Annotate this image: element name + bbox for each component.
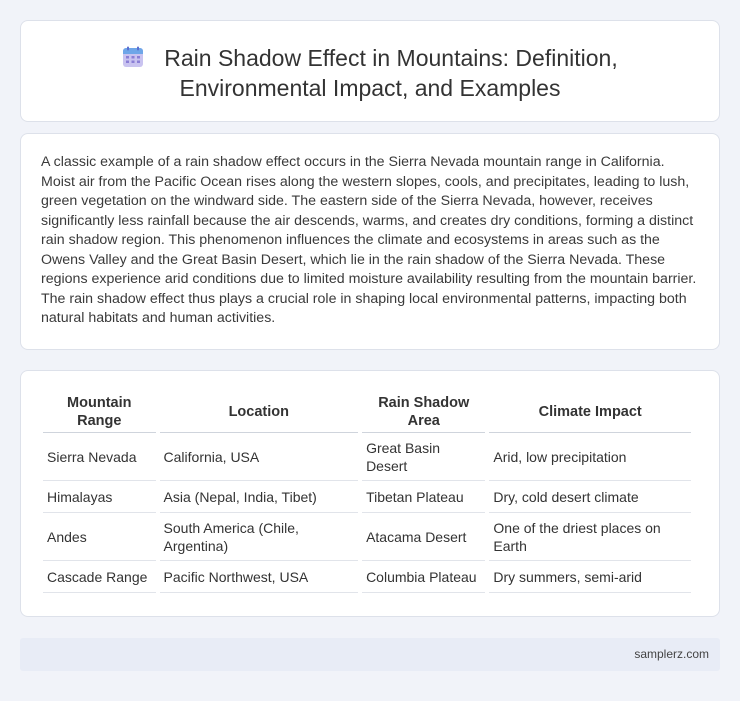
header-location: Location	[160, 393, 359, 433]
cell-location: Pacific Northwest, USA	[160, 561, 359, 593]
cell-climate-impact: One of the driest places on Earth	[489, 513, 691, 561]
footer-site-link[interactable]: samplerz.com	[634, 647, 709, 661]
footer-bar	[20, 638, 720, 671]
rain-shadow-table	[39, 393, 695, 593]
title-card	[20, 20, 720, 122]
table-row	[43, 513, 691, 561]
table-row	[43, 433, 691, 481]
cell-climate-impact: Dry, cold desert climate	[489, 481, 691, 513]
cell-location: California, USA	[160, 433, 359, 481]
cell-location: South America (Chile, Argentina)	[160, 513, 359, 561]
table-row	[43, 561, 691, 593]
cell-mountain-range: Andes	[43, 513, 156, 561]
table-row	[43, 481, 691, 513]
cell-rain-shadow-area: Columbia Plateau	[362, 561, 485, 593]
table-card	[20, 370, 720, 617]
cell-mountain-range: Sierra Nevada	[43, 433, 156, 481]
cell-location: Asia (Nepal, India, Tibet)	[160, 481, 359, 513]
cell-rain-shadow-area: Great Basin Desert	[362, 433, 485, 481]
intro-paragraph: A classic example of a rain shadow effect occurs in the Sierra Nevada mountain range in California. Moist air from the Pacific Ocean rises along the western slopes, cools, and precipitates, leading to lush, green vegetation on the windward side. The eastern side of the Sierra Nevada, however, receives significantly less rainfall because the air descends, warms, and creates dry conditions, forming a distinct rain shadow region. This phenomenon influences the climate and ecosystems in areas such as the Owens Valley and the Great Basin Desert, which lie in the rain shadow of the Sierra Nevada. These regions experience arid conditions due to limited moisture availability resulting from the mountain barrier. The rain shadow effect thus plays a crucial role in shaping local environmental patterns, impacting both natural habitats and human activities.	[41, 154, 697, 326]
intro-card	[20, 133, 720, 350]
page-title-wrap	[21, 43, 719, 103]
header-mountain-range: Mountain Range	[43, 393, 156, 433]
page-title: Rain Shadow Effect in Mountains: Definition, Environmental Impact, and Examples	[164, 45, 618, 101]
cell-mountain-range: Himalayas	[43, 481, 156, 513]
header-climate-impact: Climate Impact	[489, 393, 691, 433]
cell-rain-shadow-area: Atacama Desert	[362, 513, 485, 561]
header-rain-shadow-area: Rain Shadow Area	[362, 393, 485, 433]
cell-climate-impact: Arid, low precipitation	[489, 433, 691, 481]
table-header-row	[43, 393, 691, 433]
calendar-icon	[122, 46, 144, 68]
cell-rain-shadow-area: Tibetan Plateau	[362, 481, 485, 513]
cell-mountain-range: Cascade Range	[43, 561, 156, 593]
cell-climate-impact: Dry summers, semi-arid	[489, 561, 691, 593]
